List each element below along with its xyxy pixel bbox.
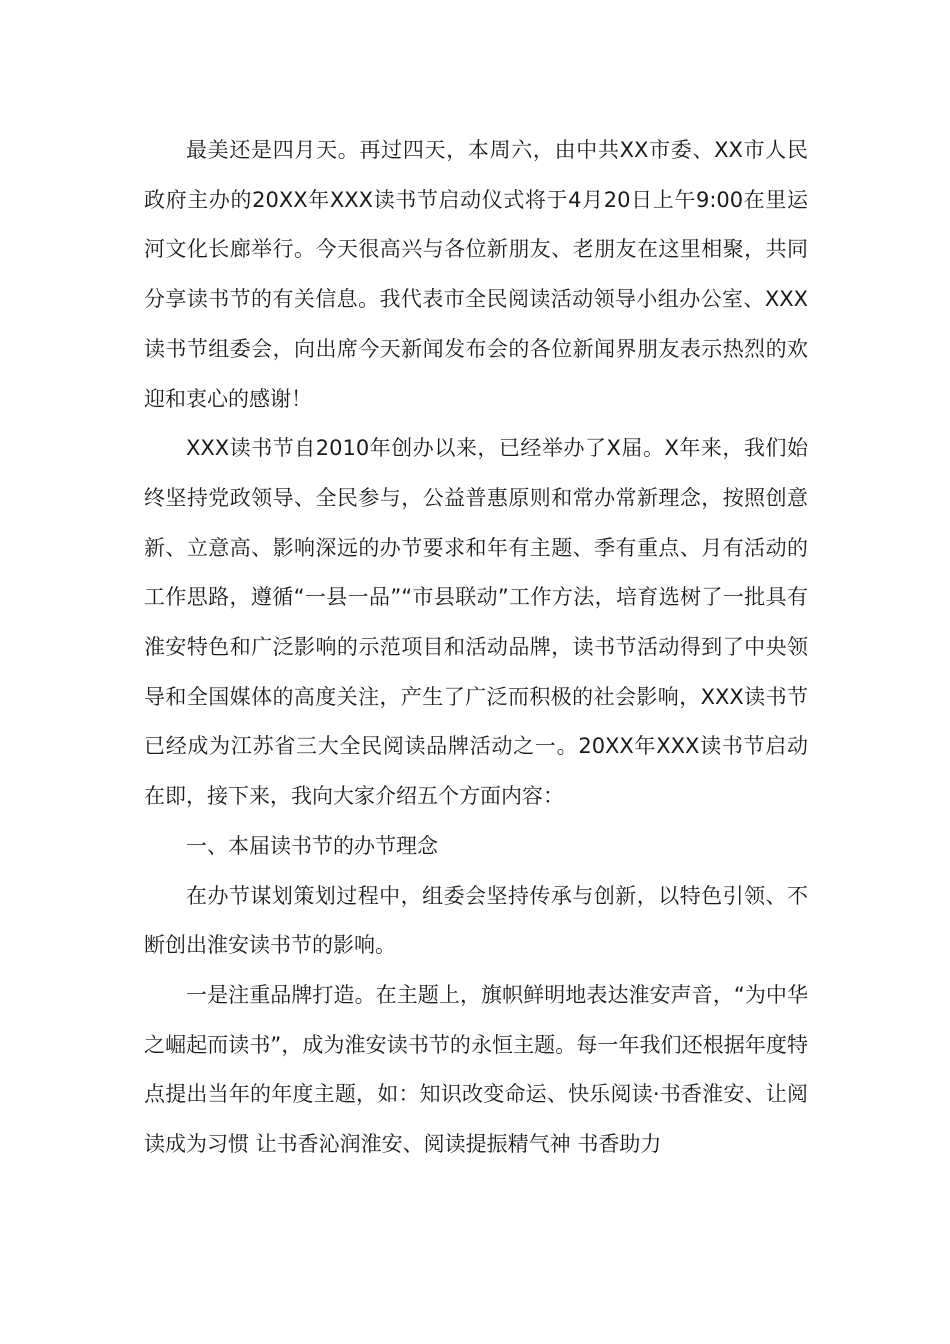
section-heading-1: 一、本届读书节的办节理念 — [186, 833, 438, 858]
document-body — [144, 126, 808, 1170]
paragraph-philosophy: 在办节谋划策划过程中，组委会坚持传承与创新，以特色引领、不断创出淮安读书节的影响。 — [144, 883, 808, 958]
paragraph-history: XXX读书节自2010年创办以来，已经举办了X届。X年来，我们始终坚持党政领导、全民参与，公益普惠原则和常办常新理念，按照创意新、立意高、影响深远的办节要求和年有主题、季有重点、月有活动的工作思路，遵循“一县一品”“市县联动”工作方法，培育选树了一批具有淮安特色和广泛影响的示范项目和活动品牌，读书节活动得到了中央领导和全国媒体的高度关注，产生了广泛而积极的社会影响，XXX读书节已经成为江苏省三大全民阅读品牌活动之一。20XX年XXX读书节启动在即，接下来，我向大家介绍五个方面内容： — [144, 436, 808, 809]
paragraph-brand: 一是注重品牌打造。在主题上，旗帜鲜明地表达淮安声音，“为中华之崛起而读书”，成为淮安读书节的永恒主题。每一年我们还根据年度特点提出当年的年度主题，如：知识改变命运、快乐阅读·书香淮安、让阅读成为习惯 让书香沁润淮安、阅读提振精气神 书香助力 — [144, 982, 808, 1157]
paragraph-opening: 最美还是四月天。再过四天，本周六，由中共XX市委、XX市人民政府主办的20XX年XXX读书节启动仪式将于4月20日上午9:00在里运河文化长廊举行。今天很高兴与各位新朋友、老朋友在这里相聚，共同分享读书节的有关信息。我代表市全民阅读活动领导小组办公室、XXX读书节组委会，向出席今天新闻发布会的各位新闻界朋友表示热烈的欢迎和衷心的感谢！ — [144, 138, 808, 411]
